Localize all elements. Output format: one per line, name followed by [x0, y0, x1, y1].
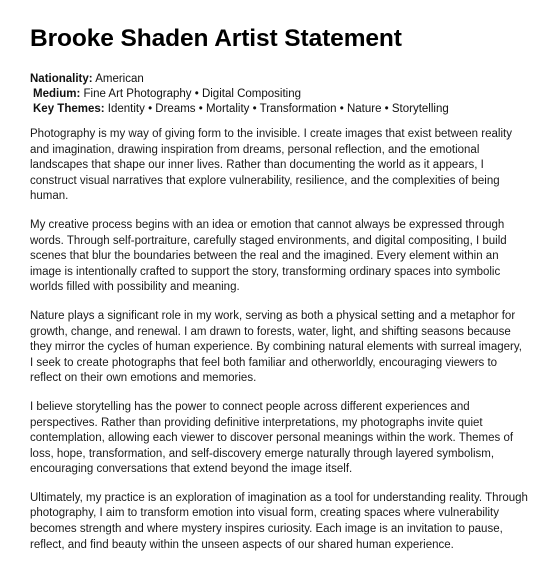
statement-body: [30, 127, 528, 553]
meta-nationality-label: Nationality:: [30, 73, 93, 85]
meta-medium-value: Fine Art Photography • Digital Compositing: [83, 88, 302, 100]
metadata-block: [30, 72, 528, 117]
meta-key-themes: [30, 102, 528, 117]
paragraph-1: Photography is my way of giving form to the invisible. I create images that exist between reality and imagination, drawing inspiration from dreams, personal reflection, and the emotional landscapes that shape our inner lives. Rather than documenting the world as it appears, I construct visual narratives that explore vulnerability, resilience, and the complexities of being human.: [30, 128, 512, 203]
meta-key-themes-label: Key Themes:: [33, 103, 105, 115]
meta-nationality-value: American: [95, 73, 144, 85]
meta-medium-label: Medium:: [33, 88, 81, 100]
meta-nationality: [30, 72, 528, 87]
paragraph-3: Nature plays a significant role in my work, serving as both a physical setting and a metaphor for growth, change, and renewal. I am drawn to forests, water, light, and shifting seasons because they mirror the cycles of human experience. By combining natural elements with surreal imagery, I seek to create photographs that feel both familiar and otherworldly, encouraging viewers to reflect on their own emotions and memories.: [30, 309, 522, 385]
meta-medium: [30, 87, 528, 102]
paragraph-5: Ultimately, my practice is an exploration of imagination as a tool for understanding reality. Through photography, I aim to transform emotion into visual form, creating spaces where vulnerability becomes strength and where mystery inspires curiosity. Each image is an invitation to pause, reflect, and find beauty within the unseen aspects of our shared human experience.: [30, 491, 528, 551]
document-title: Brooke Shaden Artist Statement: [30, 25, 402, 52]
paragraph-2: My creative process begins with an idea or emotion that cannot always be expressed through words. Through self-portraiture, carefully staged environments, and digital compositing, I build scenes that blur the boundaries between the real and the imagined. Every element within an image is intentionally crafted to support the story, transforming ordinary spaces into symbolic worlds filled with possibility and meaning.: [30, 218, 507, 294]
paragraph-4: I believe storytelling has the power to connect people across different experiences and perspectives. Rather than providing definitive interpretations, my photographs invite quiet contemplation, allowing each viewer to discover personal meanings within the work. Themes of loss, hope, transformation, and self-discovery emerge naturally through layered symbolism, encouraging conversations that extend beyond the image itself.: [30, 400, 514, 476]
meta-key-themes-value: Identity • Dreams • Mortality • Transformation • Nature • Storytelling: [107, 103, 449, 115]
